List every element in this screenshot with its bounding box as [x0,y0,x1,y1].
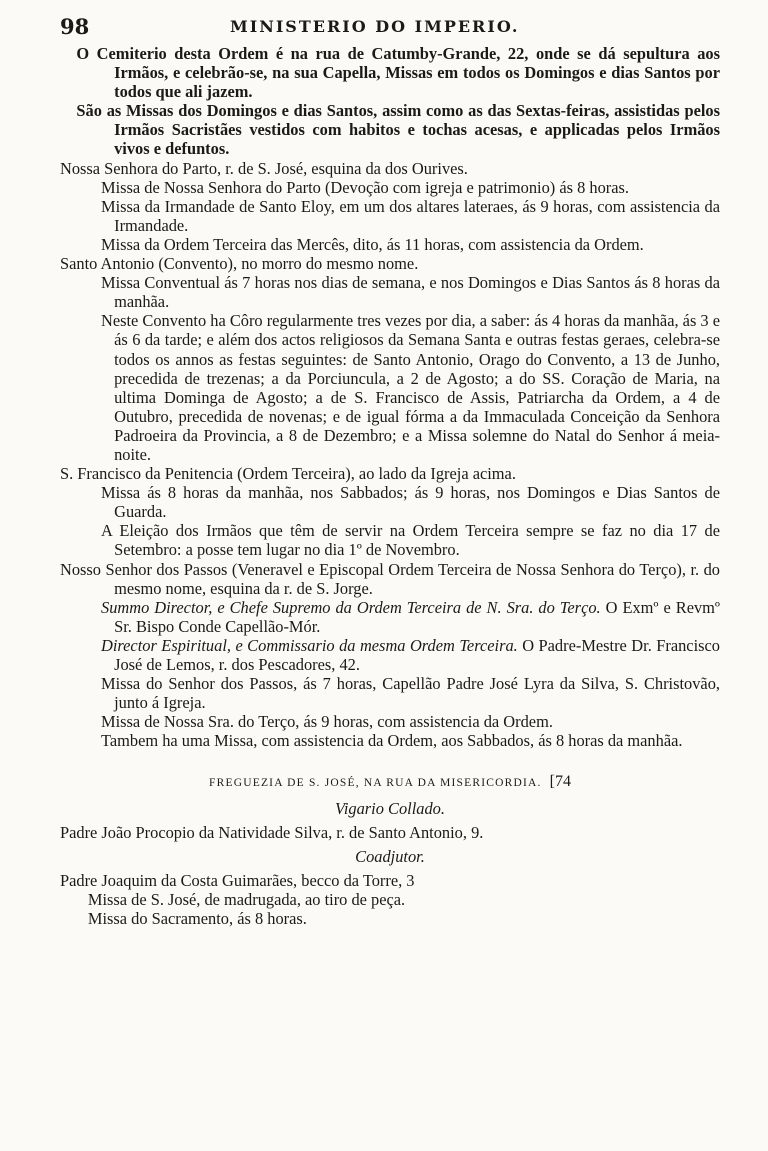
list-item: Missa de Nossa Sra. do Terço, ás 9 horas, com assistencia da Ordem. [101,712,553,732]
paragraph-cemetery: O Cemiterio desta Ordem é na rua de Catumby-Grande, 22, onde se dá sepultura aos Irmãos, e celebrão-se, na sua Capella, Missas em todos os Domingos e dias Santos por todos que ali jazem. [76,44,720,102]
office-title: Director Espiritual, e Commissario da mesma Ordem Terceira. [101,635,518,655]
list-item: Missa da Irmandade de Santo Eloy, em um dos altares lateraes, ás 9 horas, com assistencia da Irmandade. [101,196,720,235]
list-item: Missa de S. José, de madrugada, ao tiro de peça. [87,889,406,909]
church-santo-antonio: Santo Antonio (Convento), no morro do mesmo nome. [60,254,419,274]
vicar-entry: Padre João Procopio da Natividade Silva, r. de Santo Antonio, 9. [60,822,484,842]
list-item: A Eleição dos Irmãos que têm de servir na Ordem Terceira sempre se faz no dia 17 de Setembro: a posse tem lugar no dia 1º de Novembro. [101,521,720,560]
list-item: Missa Conventual ás 7 horas nos dias de semana, e nos Domingos e Dias Santos ás 8 horas da manhãa. [101,273,720,312]
parish-title: FREGUEZIA DE S. JOSÉ, NA RUA DA MISERICORDIA. [209,777,542,790]
list-item: Neste Convento ha Côro regularmente tres vezes por dia, a saber: ás 4 horas da manhãa, ás 3 e ás 6 da tarde; e além dos actos religiosos da Semana Santa e outras festas geraes, celebra-se todos os annos as festas seguintes: de Santo Antonio, Orago do Convento, a 13 de Junho, precedida de trezenas; a da Porciuncula, a 2 de Agosto; a do SS. Coração de Maria, na ultima Dominga de Agosto; a de S. Francisco de Assis, Patriarcha da Ordem, a 4 de Outubro, precedida de novenas; e de igual fórma a da Immaculada Conceição da Senhora Padroeira da Provincia, a 8 de Dezembro; e a Missa solemne do Natal do Senhor á meia-noite. [101,311,720,464]
coadjutor-entry: Padre Joaquim da Costa Guimarães, becco da Torre, 3 [60,870,415,890]
list-item: Tambem ha uma Missa, com assistencia da Ordem, aos Sabbados, ás 8 horas da manhãa. [101,731,683,751]
list-item [60,636,720,674]
list-item: Missa ás 8 horas da manhãa, nos Sabbados; ás 9 horas, nos Domingos e Dias Santos de Guarda. [101,483,720,522]
church-nossa-senhora-do-parto: Nossa Senhora do Parto, r. de S. José, esquina da dos Ourives. [60,158,468,178]
church-sao-francisco-da-penitencia: S. Francisco da Penitencia (Ordem Terceira), ao lado da Igreja acima. [60,464,516,484]
office-holder: O Exmº e Revmº Sr. Bispo Conde Capellão-Mór. [114,597,720,636]
list-item: Missa do Sacramento, ás 8 horas. [87,909,307,929]
office-holder: O Padre-Mestre Dr. Francisco José de Lemos, r. dos Pescadores, 42. [114,635,720,674]
list-item [60,598,720,636]
church-nosso-senhor-dos-passos: Nosso Senhor dos Passos (Veneravel e Episcopal Ordem Terceira de Nossa Senhora do Terço), r. do mesmo nome, esquina da r. de S. Jorge. [60,559,720,598]
paragraph-masses-sundays: São as Missas dos Domingos e dias Santos, assim como as das Sextas-feiras, assistidas pelos Irmãos Sacristães vestidos com habitos e tochas acesas, e applicadas pelos Irmãos vivos e defuntos. [76,101,720,159]
page-number: 98 [60,14,90,39]
parish-number: [74 [549,773,571,791]
list-item: Missa de Nossa Senhora do Parto (Devoção com igreja e patrimonio) ás 8 horas. [101,177,630,197]
office-title: Summo Director, e Chefe Supremo da Ordem Terceira de N. Sra. do Terço. [101,597,601,617]
list-item: Missa da Ordem Terceira das Mercês, dito, ás 11 horas, com assistencia da Ordem. [101,234,644,254]
coadjutor-title: Coadjutor. [355,846,425,866]
list-item: Missa do Senhor dos Passos, ás 7 horas, Capellão Padre José Lyra da Silva, S. Christovão, junto á Igreja. [101,674,720,713]
page-body [60,44,720,928]
page-header [60,14,740,44]
parish-heading [60,772,720,793]
running-title: MINISTERIO DO IMPERIO. [230,17,520,36]
vicar-title: Vigario Collado. [335,798,445,818]
